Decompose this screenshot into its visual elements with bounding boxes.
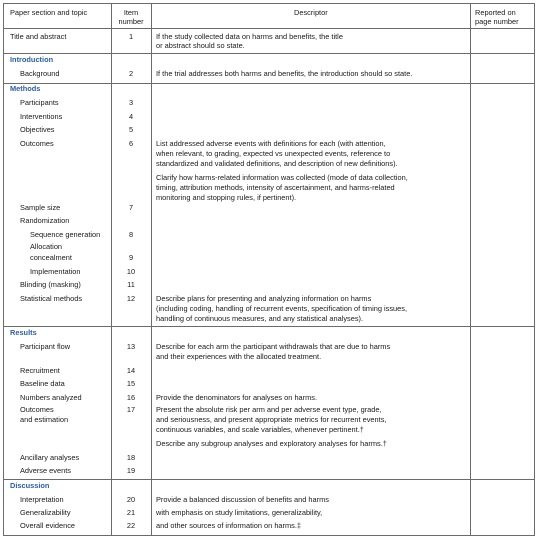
descriptor-line: and other sources of information on harms.‡	[156, 521, 302, 530]
descriptor-line: standardized and validated definitions, and description of new definitions).	[156, 159, 398, 168]
descriptor-line: or abstract should so state.	[156, 41, 245, 50]
descriptor-line: continuous variables, and scale variables, whenever pertinent.†	[156, 425, 364, 434]
topic-participants: Participants	[20, 98, 59, 107]
section-discussion: Discussion	[10, 481, 50, 490]
descriptor-line: (including coding, handling of recurrent events, specification of timing issues,	[156, 304, 408, 313]
topic-recruitment: Recruitment	[20, 366, 60, 375]
section-methods: Methods	[10, 84, 41, 93]
header-item-number-l1: Item	[123, 8, 139, 17]
item-number: 5	[128, 125, 134, 134]
header-descriptor: Descriptor	[294, 8, 328, 17]
item-number: 12	[126, 294, 136, 303]
topic-outcomes-l2: and estimation	[20, 415, 69, 424]
topic-sample-size: Sample size	[20, 203, 61, 212]
row-divider	[4, 326, 534, 327]
item-number: 6	[128, 139, 134, 148]
descriptor-line: If the study collected data on harms and benefits, the title	[156, 32, 343, 41]
item-number: 15	[126, 379, 136, 388]
topic-ancillary-analyses: Ancillary analyses	[20, 453, 80, 462]
topic-overall-evidence: Overall evidence	[20, 521, 76, 530]
row-divider	[4, 53, 534, 54]
item-number: 14	[126, 366, 136, 375]
item-number: 20	[126, 495, 136, 504]
descriptor-line: Present the absolute risk per arm and per adverse event type, grade,	[156, 405, 382, 414]
checklist-table	[3, 3, 535, 536]
topic-randomization: Randomization	[20, 216, 70, 225]
descriptor-line: Describe any subgroup analyses and exploratory analyses for harms.†	[156, 439, 387, 448]
descriptor-line: monitoring and stopping rules, if pertinent).	[156, 193, 297, 202]
topic-implementation: Implementation	[30, 267, 81, 276]
topic-allocation: Allocation	[30, 242, 63, 251]
row-divider	[4, 83, 534, 84]
descriptor-line: List addressed adverse events with definitions for each (with attention,	[156, 139, 386, 148]
topic-adverse-events: Adverse events	[20, 466, 71, 475]
descriptor-line: Describe for each arm the participant withdrawals that are due to harms	[156, 342, 391, 351]
item-number: 17	[126, 405, 136, 414]
item-number: 19	[126, 466, 136, 475]
descriptor-line: Clarify how harms-related information was collected (mode of data collection,	[156, 173, 408, 182]
item-number: 1	[128, 32, 134, 41]
topic-background: Background	[20, 69, 60, 78]
header-reported-l2: page number	[475, 17, 519, 26]
descriptor-line: Provide a balanced discussion of benefits and harms	[156, 495, 329, 504]
item-number: 4	[128, 112, 134, 121]
topic-numbers-analyzed: Numbers analyzed	[20, 393, 82, 402]
topic-objectives: Objectives	[20, 125, 55, 134]
descriptor-line: Provide the denominators for analyses on harms.	[156, 393, 318, 402]
item-number: 21	[126, 508, 136, 517]
row-divider	[4, 479, 534, 480]
section-introduction: Introduction	[10, 55, 54, 64]
topic-interpretation: Interpretation	[20, 495, 64, 504]
descriptor-line: handling of continuous measures, and any statistical analyses).	[156, 314, 364, 323]
descriptor-line: Describe plans for presenting and analyzing information on harms	[156, 294, 372, 303]
header-section: Paper section and topic	[10, 8, 88, 17]
topic-baseline-data: Baseline data	[20, 379, 65, 388]
header-reported-l1: Reported on	[475, 8, 516, 17]
topic-participant-flow: Participant flow	[20, 342, 71, 351]
topic-title-abstract: Title and abstract	[10, 32, 67, 41]
header-item-number-l2: number	[118, 17, 144, 26]
item-number: 18	[126, 453, 136, 462]
topic-blinding: Blinding (masking)	[20, 280, 81, 289]
item-number: 16	[126, 393, 136, 402]
item-number: 7	[128, 203, 134, 212]
section-results: Results	[10, 328, 37, 337]
descriptor-line: timing, attribution methods, intensity of ascertainment, and harms-related	[156, 183, 395, 192]
item-number: 9	[128, 253, 134, 262]
row-divider	[4, 28, 534, 29]
item-number: 22	[126, 521, 136, 530]
item-number: 10	[126, 267, 136, 276]
topic-sequence-generation: Sequence generation	[30, 230, 101, 239]
item-number: 11	[127, 280, 135, 289]
item-number: 13	[126, 342, 136, 351]
topic-allocation-concealment: concealment	[30, 253, 72, 262]
item-number: 3	[128, 98, 134, 107]
topic-interventions: Interventions	[20, 112, 63, 121]
descriptor-line: and their experiences with the allocated treatment.	[156, 352, 322, 361]
topic-outcomes-l1: Outcomes	[20, 405, 54, 414]
descriptor-line: If the trial addresses both harms and benefits, the introduction should so state.	[156, 69, 413, 78]
item-number: 8	[128, 230, 134, 239]
descriptor-line: with emphasis on study limitations, generalizability,	[156, 508, 323, 517]
topic-statistical-methods: Statistical methods	[20, 294, 83, 303]
topic-outcomes: Outcomes	[20, 139, 54, 148]
item-number: 2	[128, 69, 134, 78]
descriptor-line: when relevant, to grading, expected vs unexpected events, reference to	[156, 149, 391, 158]
descriptor-line: and seriousness, and present appropriate metrics for recurrent events,	[156, 415, 387, 424]
topic-generalizability: Generalizability	[20, 508, 71, 517]
